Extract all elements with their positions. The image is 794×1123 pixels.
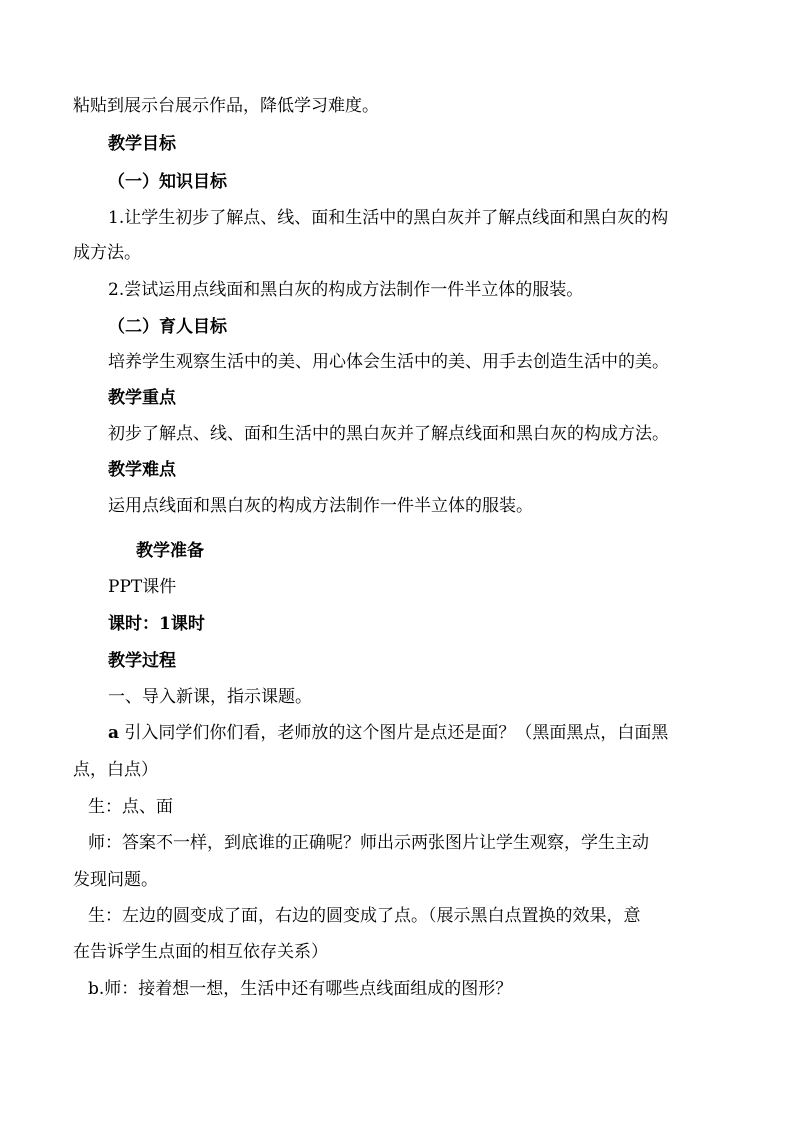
teacher-line-2: 发现问题。 — [73, 870, 158, 890]
heading-teaching-goals: 教学目标 — [108, 134, 176, 154]
process-step-b: b.师：接着想一想，生活中还有哪些点线面组成的图形？ — [88, 979, 513, 999]
process-step-1: 一、导入新课，指示课题。 — [108, 687, 312, 707]
goal-1-line-2: 成方法。 — [73, 243, 141, 263]
goal-2: 2.尝试运用点线面和黑白灰的构成方法制作一件半立体的服装。 — [108, 280, 584, 300]
process-step-a-line-2: 点，白点） — [73, 760, 158, 780]
student-answer-2-line-1: 生：左边的圆变成了面，右边的圆变成了点。（展示黑白点置换的效果，意 — [88, 906, 641, 926]
subheading-education-goals: （二）育人目标 — [108, 317, 227, 337]
preparation-text: PPT课件 — [108, 577, 177, 597]
subheading-knowledge-goals: （一）知识目标 — [108, 172, 227, 192]
education-goal-text: 培养学生观察生活中的美、用心体会生活中的美、用手去创造生活中的美。 — [108, 352, 669, 372]
heading-difficulties: 教学难点 — [108, 460, 176, 480]
paragraph-line: 粘贴到展示台展示作品，降低学习难度。 — [73, 96, 379, 116]
teacher-line-1: 师：答案不一样，到底谁的正确呢？师出示两张图片让学生观察，学生主动 — [88, 833, 649, 853]
difficulties-text: 运用点线面和黑白灰的构成方法制作一件半立体的服装。 — [108, 496, 533, 516]
key-points-text: 初步了解点、线、面和生活中的黑白灰并了解点线面和黑白灰的构成方法。 — [108, 424, 669, 444]
heading-preparation: 教学准备 — [136, 541, 204, 561]
lesson-time: 课时：1课时 — [108, 614, 205, 634]
process-step-a-marker: a — [108, 723, 120, 743]
student-answer-2-line-2: 在告诉学生点面的相互依存关系） — [73, 942, 328, 962]
process-step-a-text: 引入同学们你们看，老师放的这个图片是点还是面？（黑面黑点，白面黑 — [124, 723, 669, 743]
process-step-a-line-1 — [0, 723, 794, 743]
heading-key-points: 教学重点 — [108, 388, 176, 408]
student-answer-1: 生：点、面 — [88, 797, 173, 817]
goal-1-line-1: 1.让学生初步了解点、线、面和生活中的黑白灰并了解点线面和黑白灰的构 — [108, 208, 669, 228]
heading-teaching-process: 教学过程 — [108, 651, 176, 671]
